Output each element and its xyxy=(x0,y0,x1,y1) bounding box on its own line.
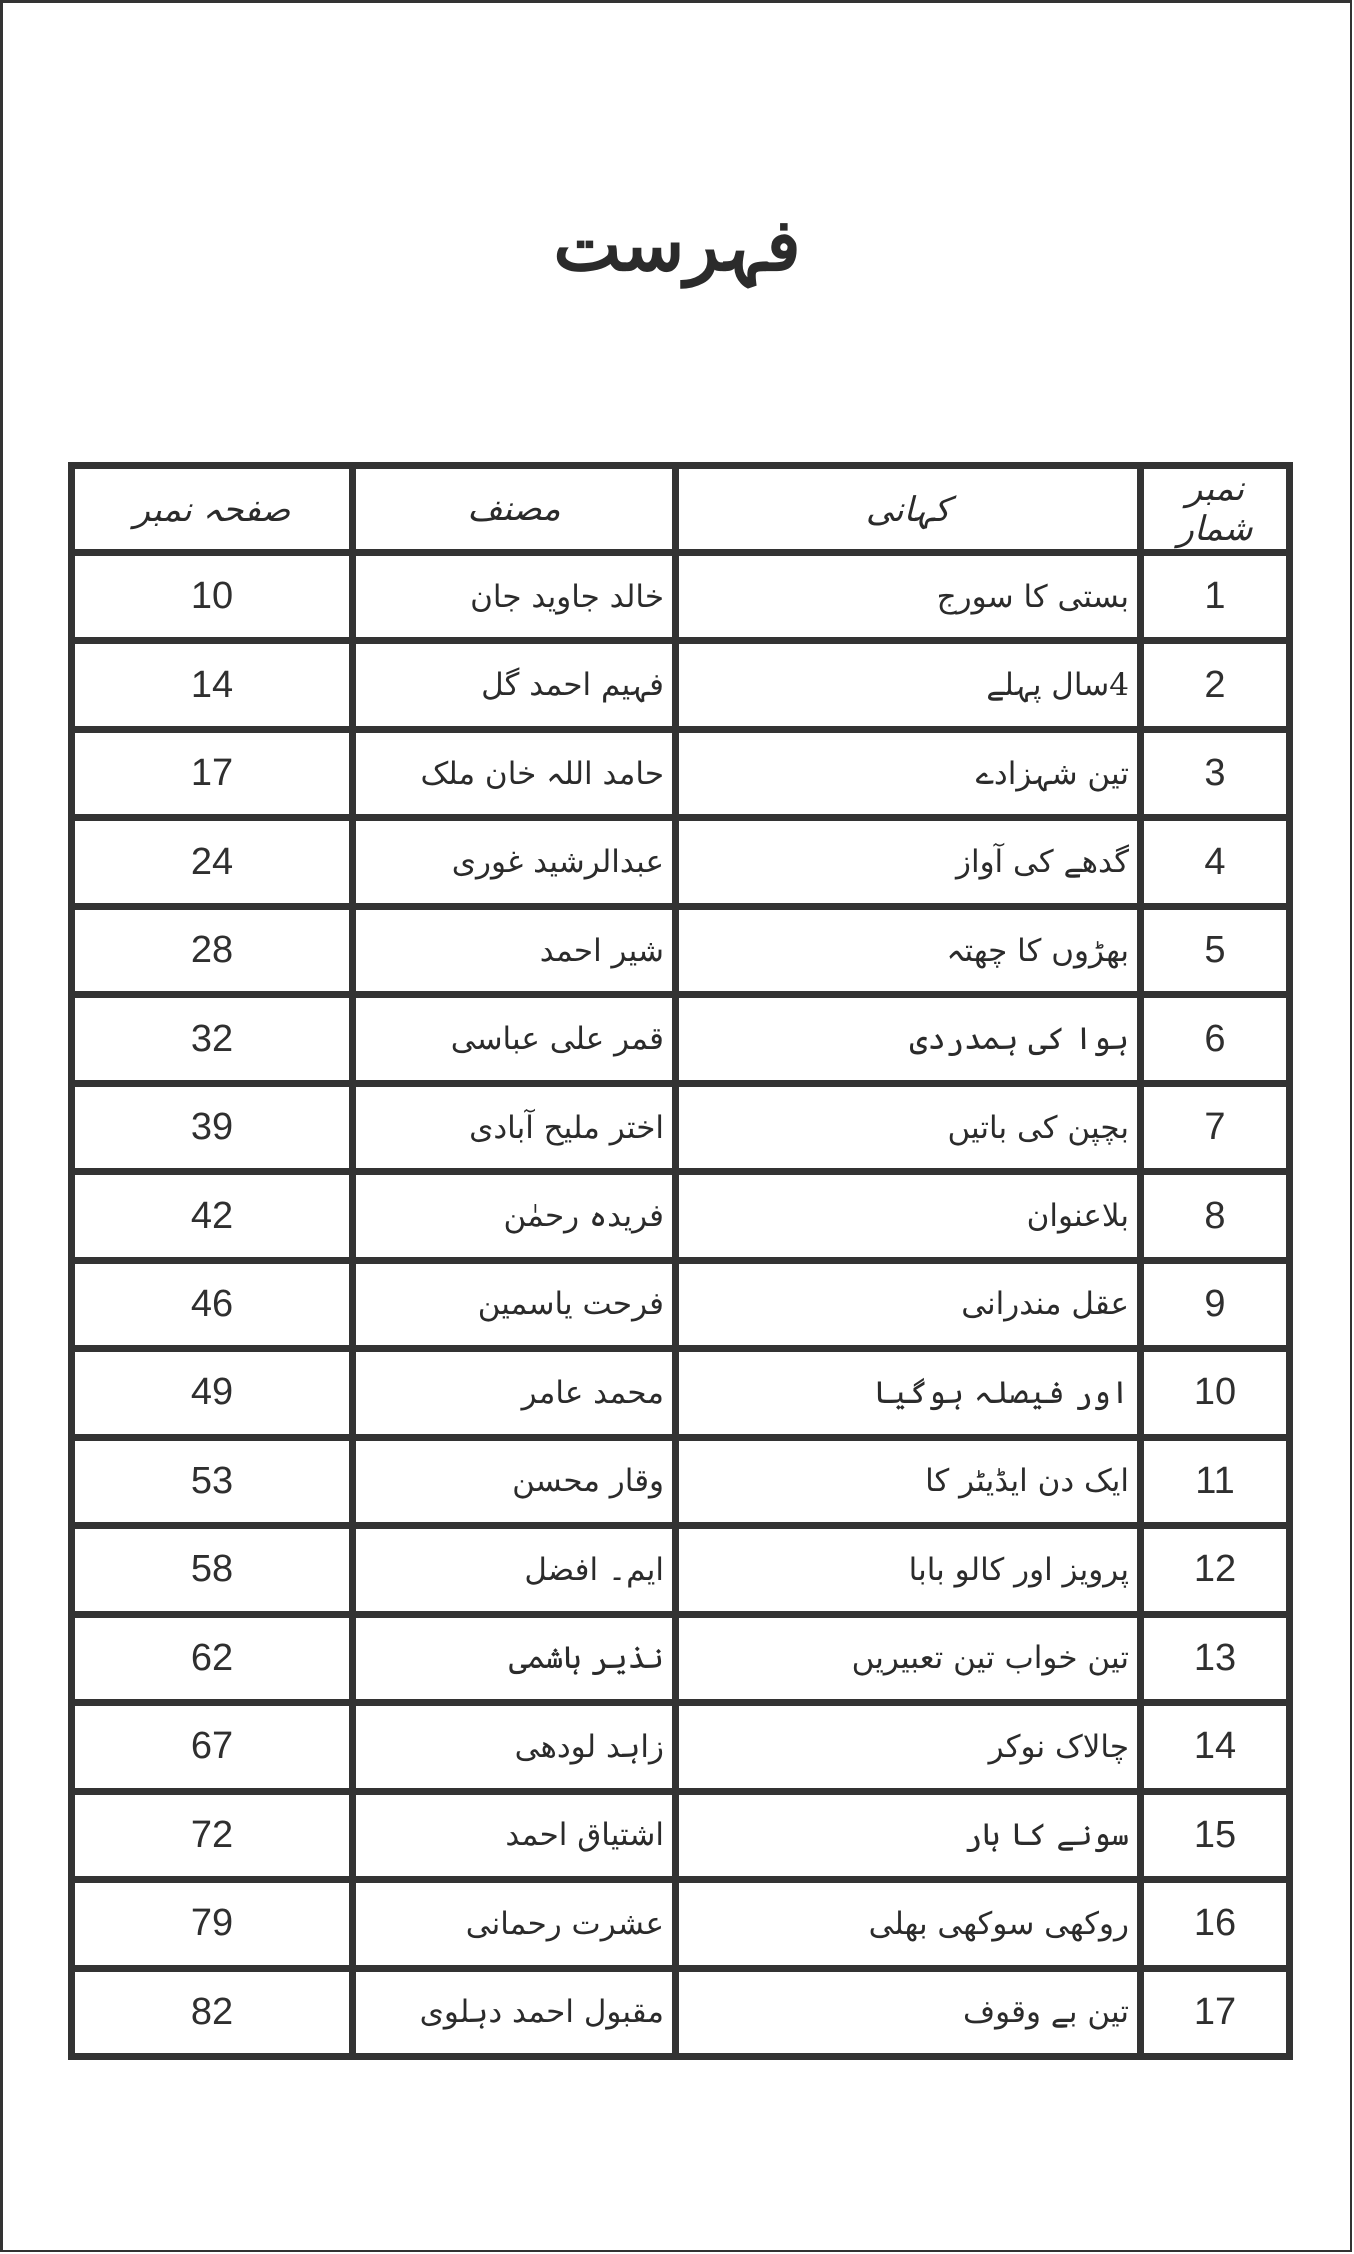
serial-number-cell: 5 xyxy=(1141,906,1290,994)
author-cell: عبدالرشید غوری xyxy=(353,818,676,906)
story-title-cell: بلاعنوان xyxy=(676,1172,1141,1260)
author-cell: عشرت رحمانی xyxy=(353,1880,676,1968)
table-row[interactable] xyxy=(72,1703,1290,1791)
page-number-cell: 42 xyxy=(72,1172,353,1260)
table-body xyxy=(72,553,1290,2057)
story-title-cell: بستی کا سورج xyxy=(676,553,1141,641)
author-cell: فرحت یاسمین xyxy=(353,1260,676,1348)
table-row[interactable] xyxy=(72,1614,1290,1702)
table-row[interactable] xyxy=(72,1968,1290,2057)
serial-number-cell: 2 xyxy=(1141,641,1290,729)
story-title-cell: 4سال پہلے xyxy=(676,641,1141,729)
page-number-cell: 82 xyxy=(72,1968,353,2057)
author-cell: محمد عامر xyxy=(353,1349,676,1437)
story-title-cell: تین شہزادے xyxy=(676,729,1141,817)
page-number-cell: 14 xyxy=(72,641,353,729)
author-cell: وقار محسن xyxy=(353,1437,676,1525)
table-row[interactable] xyxy=(72,641,1290,729)
story-title-cell: بچپن کی باتیں xyxy=(676,1083,1141,1171)
story-title-cell: ایک دن ایڈیٹر کا xyxy=(676,1437,1141,1525)
author-cell: زاہد لودھی xyxy=(353,1703,676,1791)
serial-number-cell: 1 xyxy=(1141,553,1290,641)
author-cell: قمر علی عباسی xyxy=(353,995,676,1083)
page-number-cell: 79 xyxy=(72,1880,353,1968)
table-row[interactable] xyxy=(72,1791,1290,1879)
page-number-cell: 10 xyxy=(72,553,353,641)
table-row[interactable] xyxy=(72,1083,1290,1171)
author-cell: اختر ملیح آبادی xyxy=(353,1083,676,1171)
author-cell: فریدہ رحمٰن xyxy=(353,1172,676,1260)
page-number-cell: 72 xyxy=(72,1791,353,1879)
header-story: کہانی xyxy=(676,466,1141,553)
table-row[interactable] xyxy=(72,1437,1290,1525)
story-title-cell: اور فیصلہ ہوگیا xyxy=(676,1349,1141,1437)
table-row[interactable] xyxy=(72,906,1290,994)
story-title-cell: تین بے وقوف xyxy=(676,1968,1141,2057)
page-number-cell: 62 xyxy=(72,1614,353,1702)
story-title-cell: گدھے کی آواز xyxy=(676,818,1141,906)
serial-number-cell: 4 xyxy=(1141,818,1290,906)
table-row[interactable] xyxy=(72,1349,1290,1437)
page-number-cell: 24 xyxy=(72,818,353,906)
table-row[interactable] xyxy=(72,729,1290,817)
table-header-row xyxy=(72,466,1290,553)
page-number-cell: 32 xyxy=(72,995,353,1083)
header-serial-number: نمبر شمار xyxy=(1141,466,1290,553)
page-number-cell: 17 xyxy=(72,729,353,817)
table-row[interactable] xyxy=(72,995,1290,1083)
page-number-cell: 49 xyxy=(72,1349,353,1437)
header-author: مصنف xyxy=(353,466,676,553)
serial-number-cell: 17 xyxy=(1141,1968,1290,2057)
author-cell: حامد اللہ خان ملک xyxy=(353,729,676,817)
serial-number-cell: 16 xyxy=(1141,1880,1290,1968)
page-number-cell: 58 xyxy=(72,1526,353,1614)
story-title-cell: عقل مندرانی xyxy=(676,1260,1141,1348)
page-number-cell: 28 xyxy=(72,906,353,994)
serial-number-cell: 12 xyxy=(1141,1526,1290,1614)
serial-number-cell: 6 xyxy=(1141,995,1290,1083)
serial-number-cell: 10 xyxy=(1141,1349,1290,1437)
story-title-cell: بھڑوں کا چھتہ xyxy=(676,906,1141,994)
author-cell: خالد جاوید جان xyxy=(353,553,676,641)
story-title-cell: سونے کا ہار xyxy=(676,1791,1141,1879)
table-row[interactable] xyxy=(72,1880,1290,1968)
story-title-cell: پرویز اور کالو بابا xyxy=(676,1526,1141,1614)
page-number-cell: 53 xyxy=(72,1437,353,1525)
story-title-cell: چالاک نوکر xyxy=(676,1703,1141,1791)
table-row[interactable] xyxy=(72,818,1290,906)
story-title-cell: ہوا کی ہمدردی xyxy=(676,995,1141,1083)
table-row[interactable] xyxy=(72,1526,1290,1614)
page-number-cell: 39 xyxy=(72,1083,353,1171)
serial-number-cell: 13 xyxy=(1141,1614,1290,1702)
author-cell: فہیم احمد گل xyxy=(353,641,676,729)
serial-number-cell: 7 xyxy=(1141,1083,1290,1171)
table-row[interactable] xyxy=(72,1172,1290,1260)
serial-number-cell: 14 xyxy=(1141,1703,1290,1791)
table-row[interactable] xyxy=(72,553,1290,641)
serial-number-cell: 9 xyxy=(1141,1260,1290,1348)
page-number-cell: 46 xyxy=(72,1260,353,1348)
story-title-cell: تین خواب تین تعبیریں xyxy=(676,1614,1141,1702)
table-of-contents xyxy=(68,462,1293,2060)
author-cell: اشتیاق احمد xyxy=(353,1791,676,1879)
table-row[interactable] xyxy=(72,1260,1290,1348)
page-title: فہرست xyxy=(553,202,801,287)
author-cell: شیر احمد xyxy=(353,906,676,994)
author-cell: ایم۔ افضل xyxy=(353,1526,676,1614)
serial-number-cell: 15 xyxy=(1141,1791,1290,1879)
serial-number-cell: 11 xyxy=(1141,1437,1290,1525)
story-title-cell: روکھی سوکھی بھلی xyxy=(676,1880,1141,1968)
page-number-cell: 67 xyxy=(72,1703,353,1791)
header-page-number: صفحہ نمبر xyxy=(72,466,353,553)
author-cell: مقبول احمد دہلوی xyxy=(353,1968,676,2057)
author-cell: نذیر ہاشمی xyxy=(353,1614,676,1702)
serial-number-cell: 8 xyxy=(1141,1172,1290,1260)
serial-number-cell: 3 xyxy=(1141,729,1290,817)
